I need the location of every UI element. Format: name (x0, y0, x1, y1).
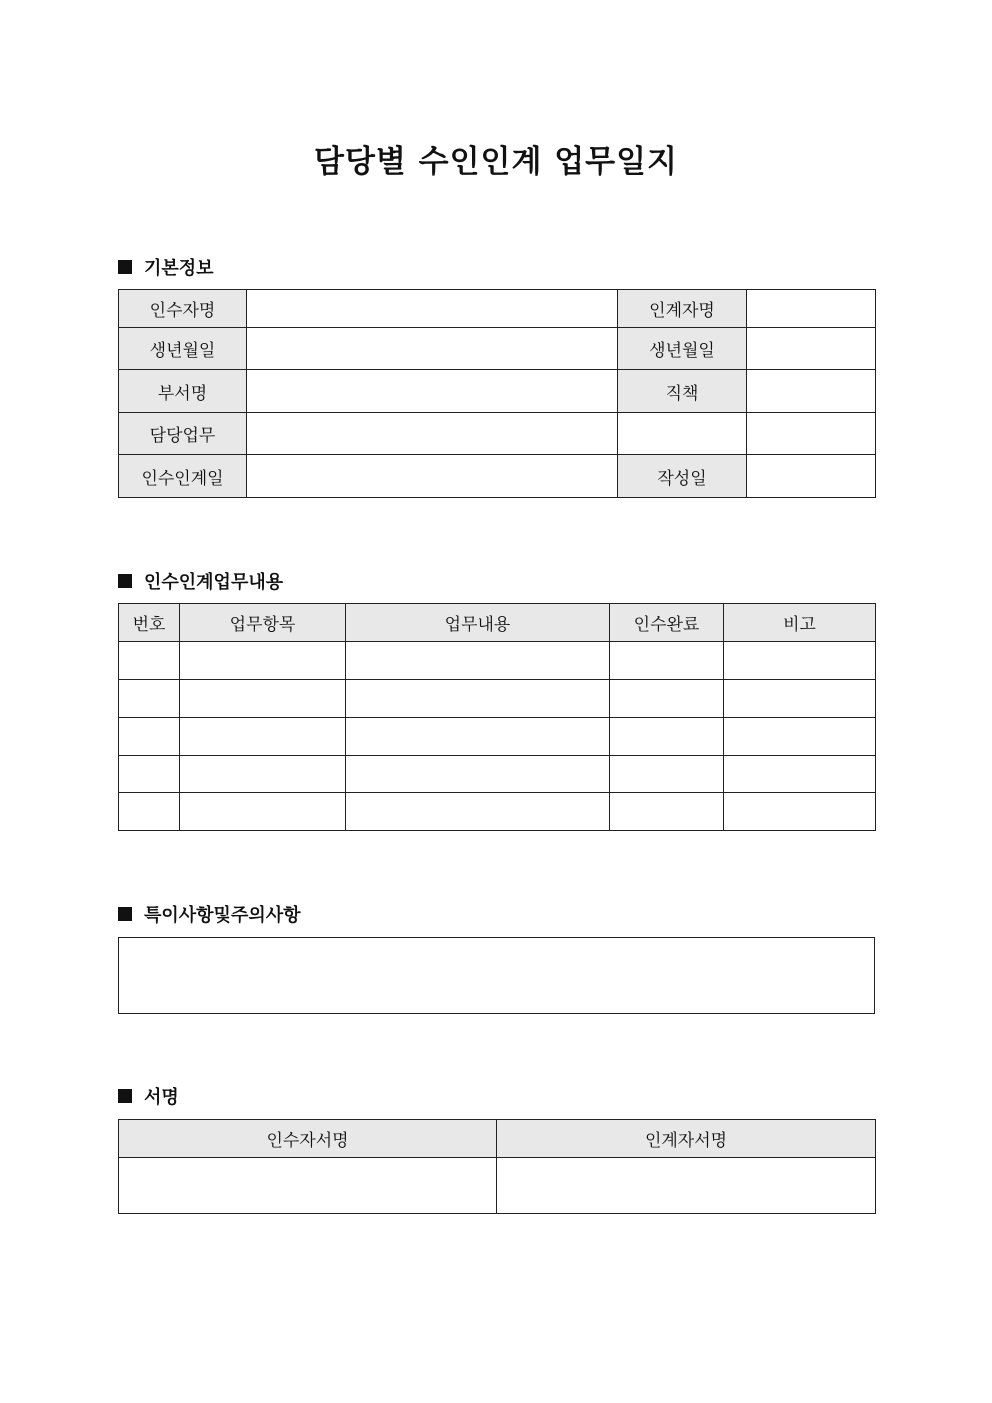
completed-cell[interactable] (610, 680, 724, 718)
duty-label: 담당업무 (119, 413, 247, 455)
number-cell[interactable] (119, 680, 180, 718)
table-row (119, 642, 876, 680)
position-label: 직책 (618, 370, 747, 413)
signature-heading-text: 서명 (144, 1087, 179, 1108)
item-cell[interactable] (180, 718, 346, 756)
table-row (119, 680, 876, 718)
department-field[interactable] (247, 370, 618, 413)
content-cell[interactable] (346, 680, 610, 718)
signature-heading (118, 1083, 179, 1109)
duty-extra-field[interactable] (747, 413, 876, 455)
receiver-name-field[interactable] (247, 290, 618, 328)
remarks-cell[interactable] (724, 642, 876, 680)
completed-cell[interactable] (610, 642, 724, 680)
duty-extra-cell[interactable] (618, 413, 747, 455)
item-cell[interactable] (180, 793, 346, 831)
table-row (119, 756, 876, 793)
table-row (119, 1158, 876, 1214)
written-date-label: 작성일 (618, 455, 747, 498)
column-header-number: 번호 (119, 604, 180, 642)
item-cell[interactable] (180, 642, 346, 680)
table-row (119, 718, 876, 756)
number-cell[interactable] (119, 756, 180, 793)
content-cell[interactable] (346, 756, 610, 793)
giver-signature-label: 인계자서명 (497, 1120, 876, 1158)
column-header-remarks: 비고 (724, 604, 876, 642)
notes-heading-text: 특이사항및주의사항 (144, 905, 301, 926)
square-bullet-icon (118, 907, 132, 921)
table-row (119, 413, 876, 455)
table-row (119, 793, 876, 831)
giver-name-field[interactable] (747, 290, 876, 328)
content-cell[interactable] (346, 642, 610, 680)
column-header-completed: 인수완료 (610, 604, 724, 642)
completed-cell[interactable] (610, 756, 724, 793)
handover-heading (118, 568, 283, 594)
square-bullet-icon (118, 574, 132, 588)
handover-heading-text: 인수인계업무내용 (144, 572, 284, 593)
table-row (119, 290, 876, 328)
receiver-signature-field[interactable] (119, 1158, 497, 1214)
receiver-signature-label: 인수자서명 (119, 1120, 497, 1158)
number-cell[interactable] (119, 718, 180, 756)
receiver-birthdate-field[interactable] (247, 328, 618, 370)
written-date-field[interactable] (747, 455, 876, 498)
receiver-name-label: 인수자명 (119, 290, 247, 328)
remarks-cell[interactable] (724, 793, 876, 831)
department-label: 부서명 (119, 370, 247, 413)
square-bullet-icon (118, 1089, 132, 1103)
notes-box[interactable] (118, 937, 875, 1014)
handover-date-label: 인수인계일 (119, 455, 247, 498)
number-cell[interactable] (119, 642, 180, 680)
content-cell[interactable] (346, 793, 610, 831)
item-cell[interactable] (180, 756, 346, 793)
signature-table (118, 1119, 876, 1214)
handover-date-field[interactable] (247, 455, 618, 498)
square-bullet-icon (118, 260, 132, 274)
giver-signature-field[interactable] (497, 1158, 876, 1214)
table-header-row (119, 604, 876, 642)
table-row (119, 370, 876, 413)
page-title: 담당별 수인인계 업무일지 (314, 144, 678, 180)
basic-info-heading-text: 기본정보 (144, 258, 214, 279)
completed-cell[interactable] (610, 793, 724, 831)
column-header-item: 업무항목 (180, 604, 346, 642)
completed-cell[interactable] (610, 718, 724, 756)
table-header-row (119, 1120, 876, 1158)
basic-info-table (118, 289, 876, 498)
remarks-cell[interactable] (724, 680, 876, 718)
remarks-cell[interactable] (724, 756, 876, 793)
handover-table (118, 603, 876, 831)
giver-birthdate-label: 생년월일 (618, 328, 747, 370)
table-row (119, 328, 876, 370)
giver-name-label: 인계자명 (618, 290, 747, 328)
table-row (119, 455, 876, 498)
number-cell[interactable] (119, 793, 180, 831)
item-cell[interactable] (180, 680, 346, 718)
content-cell[interactable] (346, 718, 610, 756)
notes-heading (118, 901, 301, 927)
receiver-birthdate-label: 생년월일 (119, 328, 247, 370)
basic-info-heading (118, 254, 214, 280)
column-header-content: 업무내용 (346, 604, 610, 642)
remarks-cell[interactable] (724, 718, 876, 756)
duty-field[interactable] (247, 413, 618, 455)
giver-birthdate-field[interactable] (747, 328, 876, 370)
position-field[interactable] (747, 370, 876, 413)
